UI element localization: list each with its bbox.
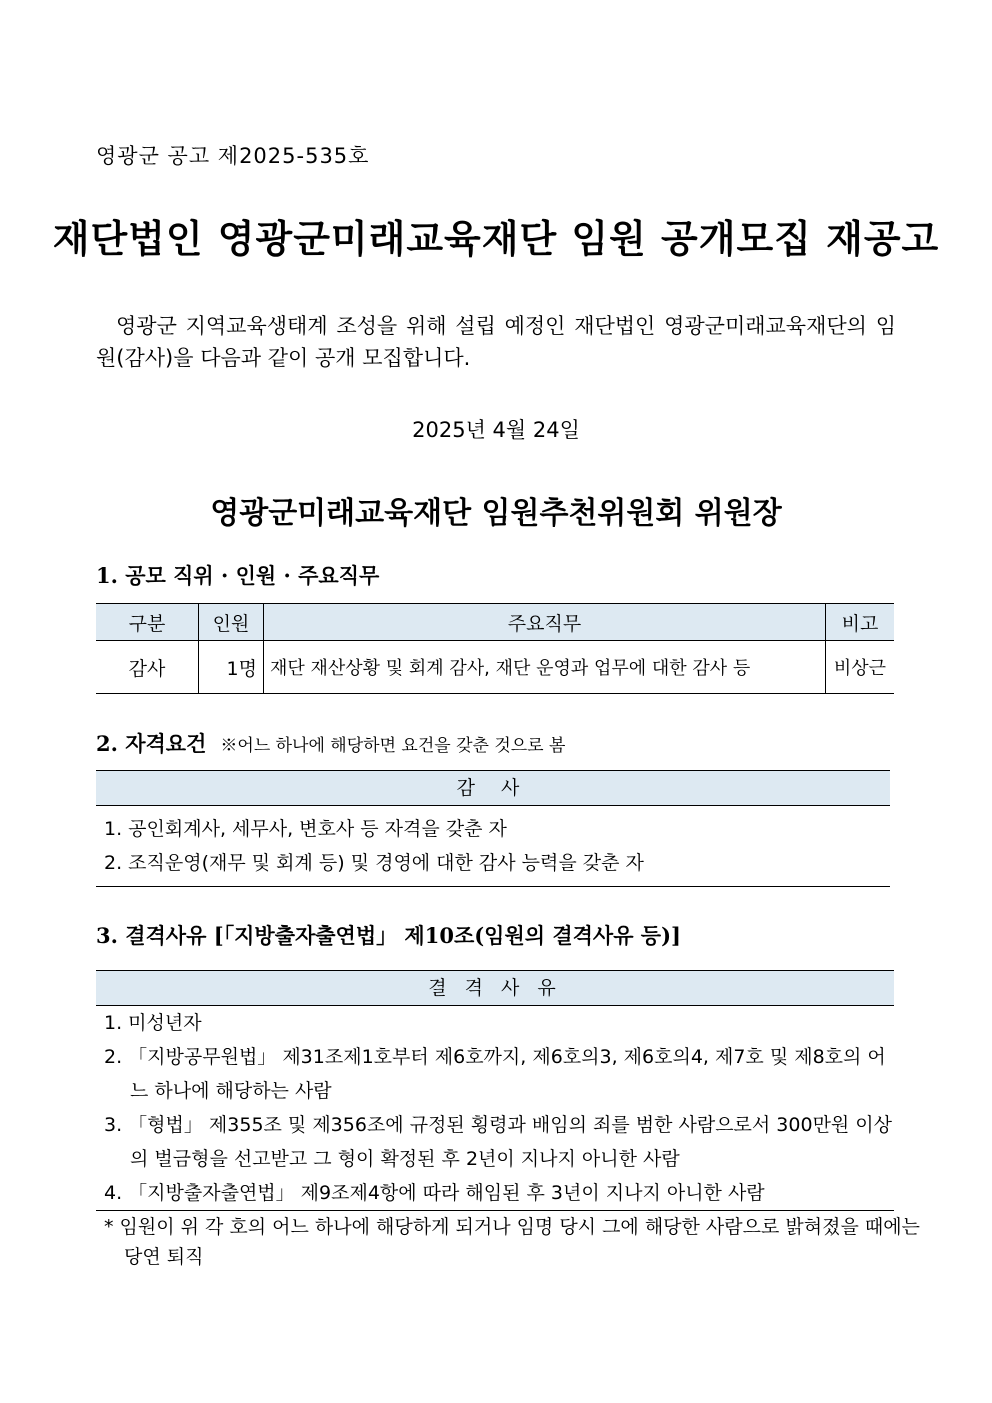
cell-remarks: 비상근 [826, 641, 895, 694]
section1-heading: 1. 공모 직위 · 인원 · 주요직무 [96, 563, 380, 588]
header-remarks: 비고 [826, 604, 895, 641]
table-row [96, 641, 894, 694]
list-item: 2. 「지방공무원법」 제31조제1호부터 제6호까지, 제6호의3, 제6호의4, 제7호 및 제8호의 어느 하나에 해당하는 사람 [104, 1046, 886, 1102]
section2-note: ※어느 하나에 해당하면 요건을 갖춘 것으로 봄 [220, 736, 566, 756]
issuer-title: 영광군미래교육재단 임원추천위원회 위원장 [210, 496, 782, 531]
notice-number: 영광군 공고 제2025-535호 [96, 144, 370, 168]
position-table [96, 603, 894, 694]
footnote: * 임원이 위 각 호의 어느 하나에 해당하게 되거나 임명 당시 그에 해당한 사람으로 밝혀졌을 때에는 당연 퇴직 [104, 1216, 920, 1268]
qualification-box [96, 770, 890, 887]
section3-heading: 3. 결격사유 [「지방출자출연법」 제10조(임원의 결격사유 등)] [96, 923, 681, 948]
cell-category: 감사 [96, 641, 199, 694]
list-item: 4. 「지방출자출연법」 제9조제4항에 따라 해임된 후 3년이 지나지 아니한 사람 [104, 1182, 765, 1204]
intro-paragraph: 영광군 지역교육생태계 조성을 위해 설립 예정인 재단법인 영광군미래교육재단의 임원(감사)을 다음과 같이 공개 모집합니다. [96, 314, 896, 370]
header-duties: 주요직무 [264, 604, 826, 641]
disqualification-box-header: 결 격 사 유 [96, 970, 894, 1006]
qualification-box-header: 감 사 [96, 770, 890, 806]
disqualification-box [96, 970, 894, 1211]
document-title: 재단법인 영광군미래교육재단 임원 공개모집 재공고 [52, 217, 940, 261]
list-item: 1. 공인회계사, 세무사, 변호사 등 자격을 갖춘 자 [104, 818, 507, 840]
section2-heading: 2. 자격요건 [96, 731, 207, 756]
qualification-list [96, 806, 890, 887]
list-item: 1. 미성년자 [104, 1012, 202, 1034]
disqualification-list [96, 1006, 894, 1211]
section2-heading-line [96, 728, 565, 758]
header-category: 구분 [96, 604, 199, 641]
list-item: 2. 조직운영(재무 및 회계 등) 및 경영에 대한 감사 능력을 갖춘 자 [104, 852, 644, 874]
list-item: 3. 「형법」 제355조 및 제356조에 규정된 횡령과 배임의 죄를 범한 사람으로서 300만원 이상의 벌금형을 선고받고 그 형이 확정된 후 2년이 지나지 아니한 사람 [104, 1114, 893, 1170]
cell-duties: 재단 재산상황 및 회계 감사, 재단 운영과 업무에 대한 감사 등 [264, 641, 826, 694]
cell-count: 1명 [199, 641, 264, 694]
notice-date: 2025년 4월 24일 [412, 418, 580, 442]
table-header-row [96, 604, 894, 641]
header-count: 인원 [199, 604, 264, 641]
